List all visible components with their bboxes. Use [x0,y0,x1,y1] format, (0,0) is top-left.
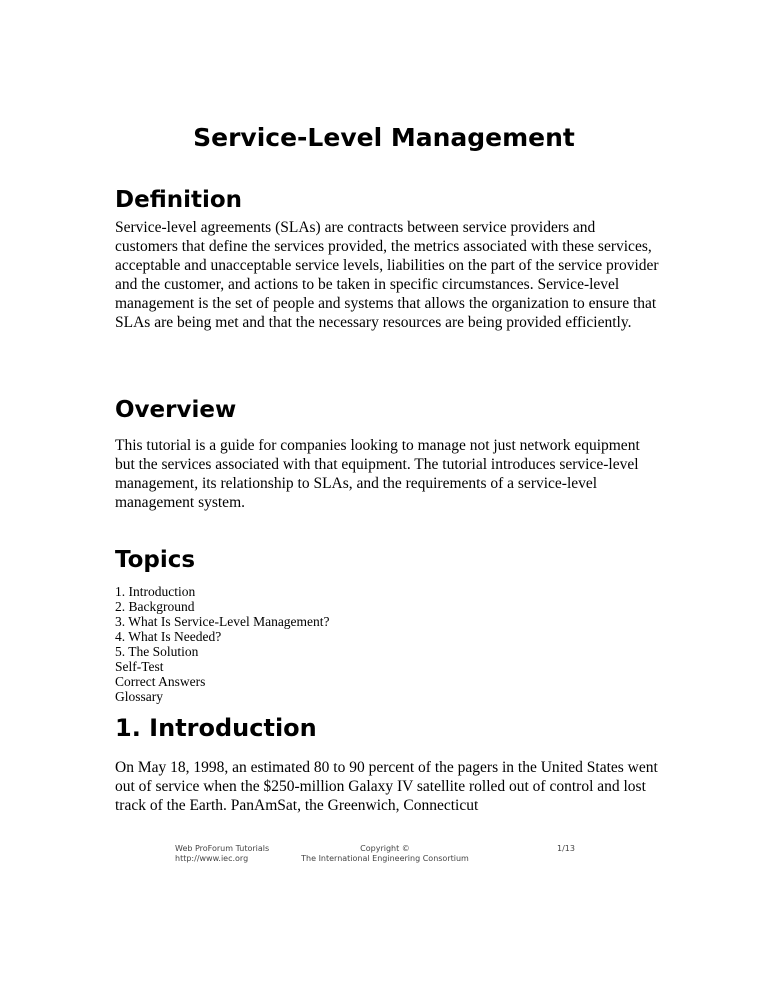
footer-publisher: Web ProForum Tutorials [175,844,270,853]
topic-item[interactable]: Self-Test [115,659,164,674]
footer-page-number: 1/13 [557,844,575,853]
topic-item[interactable]: Glossary [115,689,163,704]
topic-item[interactable]: 4. What Is Needed? [115,629,222,644]
overview-text: This tutorial is a guide for companies looking to manage not just network equipment but the services associated with that equipment. The tutorial introduces service-level management, its relationship to SLAs, and the requirements of a service-level management system. [115,437,640,511]
topic-item[interactable]: Correct Answers [115,674,206,689]
overview-heading: Overview [115,397,237,423]
topic-item[interactable]: 3. What Is Service-Level Management? [115,614,330,629]
document-title: Service-Level Management [193,123,575,152]
footer-copyright: Copyright © [360,844,410,853]
footer-left [175,844,269,864]
topics-list [115,584,330,704]
definition-text: Service-level agreements (SLAs) are contracts between service providers and customers that define the services provided, the metrics associated with these services, acceptable and unacceptable service levels, liabilities on the part of the service provider and the customer, and actions to be taken in specific circumstances. Service-level management is the set of people and systems that allows the organization to ensure that SLAs are being met and that the necessary resources are being provided efficiently. [115,219,659,331]
topic-item[interactable]: 5. The Solution [115,644,199,659]
footer-url[interactable]: http://www.iec.org [175,854,249,863]
topics-heading: Topics [115,547,196,573]
introduction-heading: 1. Introduction [115,714,317,742]
introduction-text: On May 18, 1998, an estimated 80 to 90 percent of the pagers in the United States went out of service when the $250-million Galaxy IV satellite rolled out of control and lost track of the Earth. PanAmSat, the Greenwich, Connecticut [115,759,658,814]
footer-organization: The International Engineering Consortium [301,854,469,863]
topic-item[interactable]: 2. Background [115,599,195,614]
footer-center [300,844,470,864]
topic-item[interactable]: 1. Introduction [115,584,196,599]
definition-heading: Definition [115,187,243,213]
